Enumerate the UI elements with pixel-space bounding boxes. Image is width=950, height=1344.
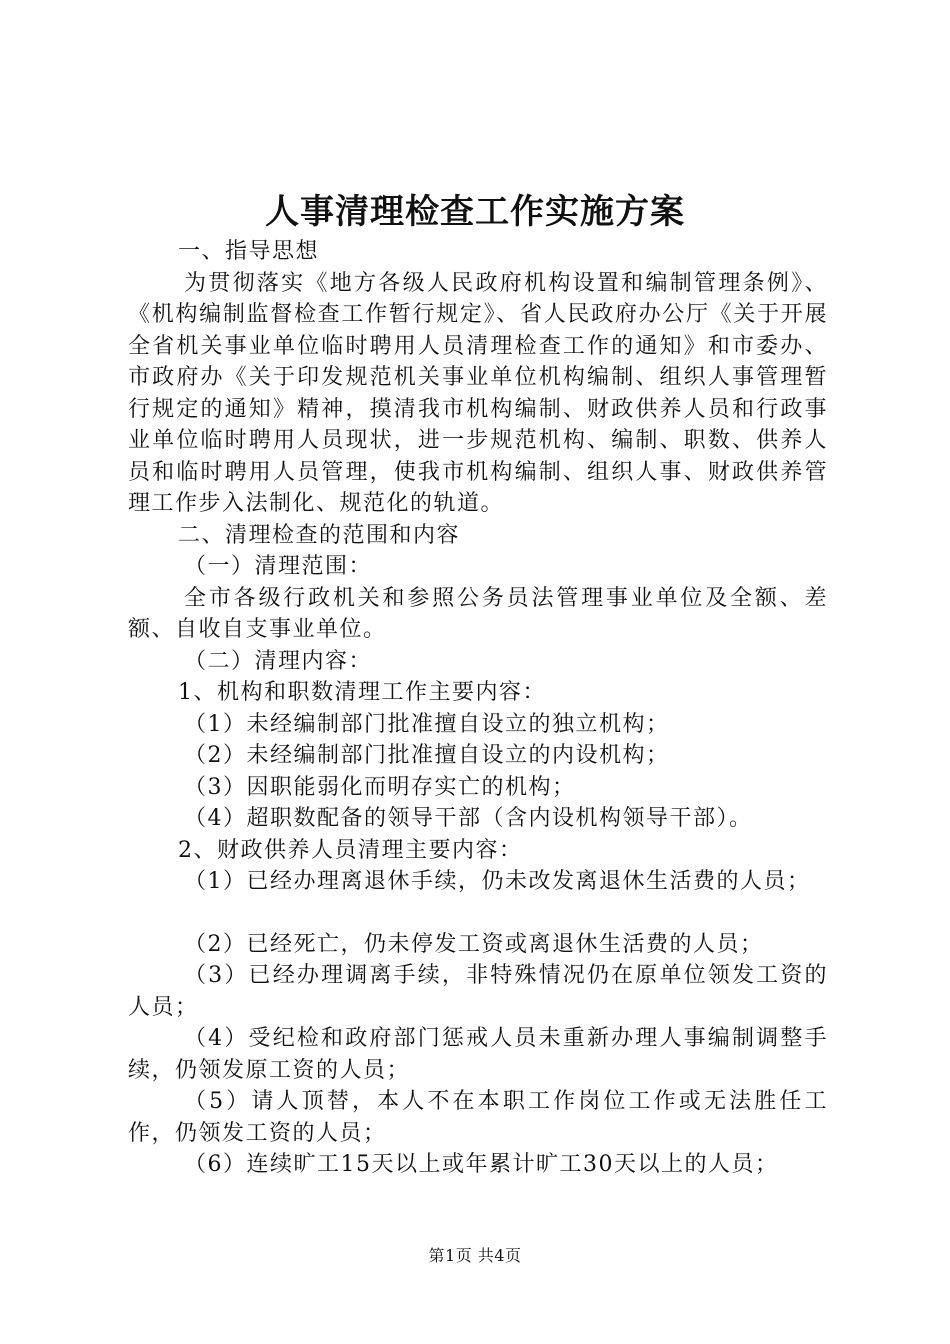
item-heading-institutions: 1、机构和职数清理工作主要内容： [178,680,546,705]
subheading-scope: （一）清理范围： [184,554,373,579]
document-body [128,236,828,1181]
blank-line [128,898,828,929]
document-title: 人事清理检查工作实施方案 [265,192,685,232]
list-item: （1）已经办理离退休手续，仍未改发离退休生活费的人员； [184,869,811,894]
paragraph-guiding-ideology: 为贯彻落实《地方各级人民政府机构设置和编制管理条例》、《机构编制监督检查工作暂行规定》、省人民政府办公厅《关于开展全省机关事业单位临时聘用人员清理检查工作的通知》和市委办、市政府办《关于印发规范机关事业单位机构编制、组织人事管理暂行规定的通知》精神，摸清我市机构编制、财政供养人员和行政事业单位临时聘用人员现状，进一步规范机构、编制、职数、供养人员和临时聘用人员管理，使我市机构编制、组织人事、财政供养管理工作步入法制化、规范化的轨道。 [128,270,828,516]
list-item: （2）已经死亡，仍未停发工资或离退休生活费的人员； [184,931,764,957]
section-heading-guiding-ideology: 一、指导思想 [178,239,320,264]
page-number-footer: 第1页 共4页 [428,1246,522,1265]
list-item: （2）未经编制部门批准擅自设立的内设机构； [184,743,670,768]
paragraph-scope: 全市各级行政机关和参照公务员法管理事业单位及全额、差额、自收自支事业单位。 [128,585,828,642]
list-item: （1）未经编制部门批准擅自设立的独立机构； [184,711,670,737]
list-item: （6）连续旷工15天以上或年累计旷工30天以上的人员； [184,1152,779,1177]
list-item: （3）因职能弱化而明存实亡的机构； [184,774,576,800]
list-item: （5）请人顶替，本人不在本职工作岗位工作或无法胜任工作，仍领发工资的人员； [128,1089,828,1146]
subheading-content: （二）清理内容： [184,648,373,674]
section-heading-scope-content: 二、清理检查的范围和内容 [178,522,461,548]
list-item: （4）超职数配备的领导干部（含内设机构领导干部）。 [184,806,753,831]
list-item: （4）受纪检和政府部门惩戒人员未重新办理人事编制调整手续，仍领发原工资的人员； [128,1026,828,1083]
item-heading-personnel: 2、财政供养人员清理主要内容： [178,837,523,863]
list-item: （3）已经办理调离手续，非特殊情况仍在原单位领发工资的人员； [128,963,828,1020]
